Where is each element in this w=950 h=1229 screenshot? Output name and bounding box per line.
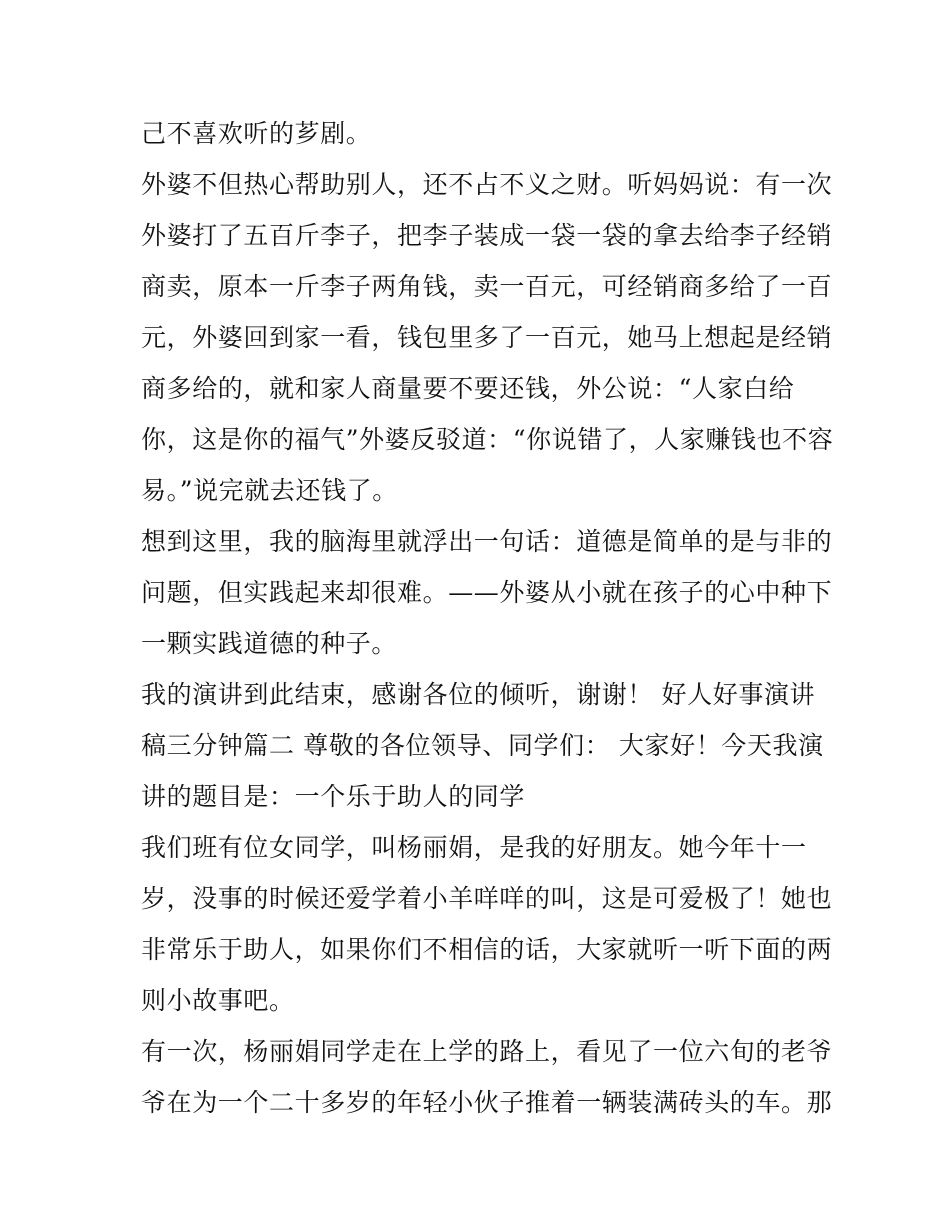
text-line: 外婆不但热心帮助别人，还不占不义之财。听妈妈说：有一次 [141,170,833,199]
text-line: 外婆打了五百斤李子，把李子装成一袋一袋的拿去给李子经销 [141,221,833,250]
text-line: 问题，但实践起来却很难。——外婆从小就在孩子的心中种下 [141,578,833,607]
text-line: 稿三分钟篇二 尊敬的各位领导、同学们： 大家好！今天我演 [141,731,824,760]
text-line: 你，这是你的福气”外婆反驳道：“你说错了，人家赚钱也不容 [141,425,834,454]
text-line: 有一次，杨丽娟同学走在上学的路上，看见了一位六旬的老爷 [141,1037,833,1066]
text-line: 元，外婆回到家一看，钱包里多了一百元，她马上想起是经销 [141,323,833,352]
text-line: 岁，没事的时候还爱学着小羊咩咩的叫，这是可爱极了！她也 [141,884,833,913]
text-line: 则小故事吧。 [141,986,295,1015]
text-line: 商多给的，就和家人商量要不要还钱，外公说：“人家白给 [141,374,795,403]
text-line: 己不喜欢听的芗剧。 [141,119,372,148]
text-line: 我的演讲到此结束，感谢各位的倾听，谢谢！ 好人好事演讲 [141,680,816,709]
text-line: 易。”说完就去还钱了。 [141,476,398,505]
document-body [141,108,834,1128]
text-line: 想到这里，我的脑海里就浮出一句话：道德是简单的是与非的 [141,527,833,556]
text-line: 爷在为一个二十多岁的年轻小伙子推着一辆装满砖头的车。那 [141,1088,833,1117]
text-line: 我们班有位女同学，叫杨丽娟，是我的好朋友。她今年十一 [141,833,807,862]
text-line: 一颗实践道德的种子。 [141,629,398,658]
text-line: 讲的题目是：一个乐于助人的同学 [141,782,526,811]
text-line: 商卖，原本一斤李子两角钱，卖一百元，可经销商多给了一百 [141,272,833,301]
text-line: 非常乐于助人，如果你们不相信的话，大家就听一听下面的两 [141,935,833,964]
